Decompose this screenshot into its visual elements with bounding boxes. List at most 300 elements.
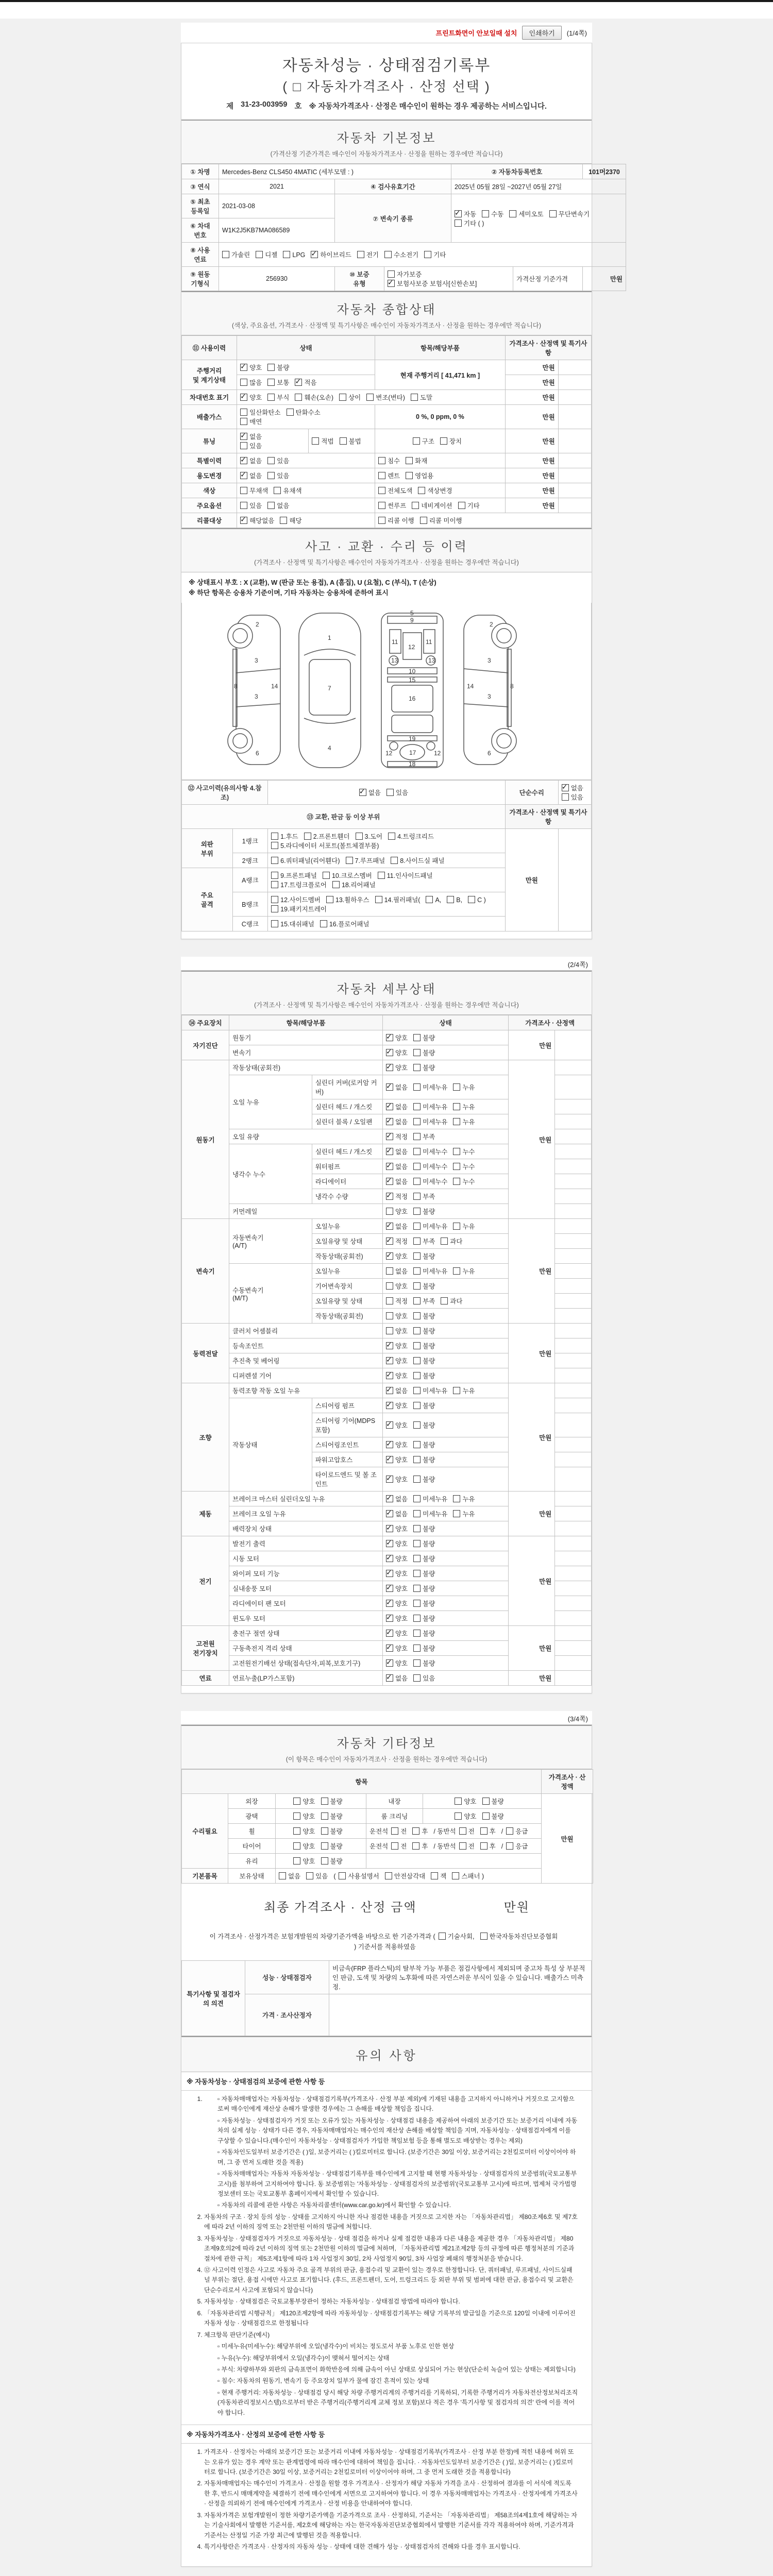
check-label: 불량 — [330, 1813, 343, 1820]
checkbox-unchecked[interactable] — [413, 1615, 421, 1622]
checkbox-unchecked[interactable] — [321, 1842, 328, 1850]
checkbox-unchecked[interactable] — [267, 472, 275, 479]
checkbox-unchecked[interactable] — [413, 437, 420, 445]
checkbox-unchecked[interactable] — [406, 472, 413, 479]
checkbox-unchecked[interactable] — [279, 1872, 286, 1879]
checkbox-checked[interactable] — [562, 784, 569, 791]
diagram-label: 6 — [256, 750, 259, 757]
checkbox-checked[interactable] — [386, 1193, 393, 1200]
checkbox-unchecked[interactable] — [426, 896, 433, 903]
checkbox-unchecked[interactable] — [413, 1659, 421, 1667]
checkbox-unchecked[interactable] — [240, 502, 247, 509]
checkbox-unchecked[interactable] — [413, 1525, 421, 1532]
diagram-label: 19 — [409, 735, 416, 742]
checkbox-unchecked[interactable] — [267, 364, 275, 371]
checkbox-unchecked[interactable] — [413, 1540, 421, 1547]
checkbox-unchecked[interactable] — [339, 1872, 346, 1879]
checkbox-unchecked[interactable] — [293, 1827, 300, 1835]
check-option — [386, 1420, 408, 1430]
checkbox-unchecked[interactable] — [413, 1118, 421, 1125]
checkbox-unchecked[interactable] — [453, 1083, 460, 1091]
basic-info-table — [181, 164, 626, 291]
table-row — [182, 164, 626, 179]
checkbox-checked[interactable] — [386, 1064, 393, 1071]
option-cell — [276, 1854, 366, 1869]
checkbox-checked[interactable] — [386, 1342, 393, 1349]
checkbox-unchecked[interactable] — [455, 1798, 462, 1805]
checkbox-unchecked[interactable] — [418, 487, 425, 494]
checkbox-unchecked[interactable] — [283, 251, 290, 258]
check-label: 양호 — [395, 1313, 408, 1320]
checkbox-unchecked[interactable] — [293, 1812, 300, 1820]
checkbox-checked[interactable] — [455, 210, 462, 217]
checkbox-unchecked[interactable] — [549, 210, 557, 217]
checkbox-checked[interactable] — [386, 1049, 393, 1056]
checkbox-unchecked[interactable] — [413, 1495, 421, 1502]
checkbox-unchecked[interactable] — [441, 1238, 448, 1245]
checkbox-unchecked[interactable] — [458, 502, 465, 509]
checkbox-checked[interactable] — [386, 1133, 393, 1140]
checkbox-unchecked[interactable] — [267, 379, 275, 386]
checkbox-unchecked[interactable] — [271, 842, 278, 849]
checkbox-unchecked[interactable] — [413, 1148, 421, 1155]
checkbox-unchecked[interactable] — [413, 1600, 421, 1607]
checkbox-unchecked[interactable] — [240, 442, 247, 449]
checkbox-unchecked[interactable] — [413, 1630, 421, 1637]
checkbox-checked[interactable] — [240, 364, 247, 371]
check-label: 양호 — [464, 1813, 477, 1820]
checkbox-unchecked[interactable] — [413, 1441, 421, 1448]
checkbox-unchecked[interactable] — [386, 1282, 393, 1290]
check-label: 2.프론트휀더 — [313, 833, 350, 840]
checkbox-checked[interactable] — [386, 1630, 393, 1637]
checkbox-unchecked[interactable] — [413, 1297, 421, 1304]
check-option — [293, 1797, 315, 1806]
flow-text: / — [501, 1843, 503, 1850]
checkbox-unchecked[interactable] — [391, 1827, 398, 1835]
checkbox-checked[interactable] — [386, 1387, 393, 1394]
text-cell: 만원 — [505, 429, 558, 453]
option-cell — [423, 1794, 542, 1809]
checkbox-unchecked[interactable] — [480, 1933, 488, 1940]
checkbox-unchecked[interactable] — [280, 517, 287, 524]
checkbox-unchecked[interactable] — [357, 251, 364, 258]
checkbox-unchecked[interactable] — [420, 517, 427, 524]
option-cell — [382, 1030, 508, 1045]
checkbox-unchecked[interactable] — [431, 1872, 438, 1879]
checkbox-unchecked[interactable] — [386, 1312, 393, 1319]
check-label: 리콜 미이행 — [429, 517, 462, 524]
checkbox-checked[interactable] — [386, 1238, 393, 1245]
checkbox-unchecked[interactable] — [562, 793, 569, 801]
checkbox-unchecked[interactable] — [453, 1510, 460, 1517]
check-option — [506, 1826, 528, 1836]
checkbox-unchecked[interactable] — [413, 1421, 421, 1429]
text-cell — [558, 498, 591, 513]
check-option — [441, 1236, 462, 1246]
check-option — [295, 378, 316, 387]
checkbox-unchecked[interactable] — [413, 1342, 421, 1349]
checkbox-unchecked[interactable] — [447, 896, 454, 903]
checkbox-unchecked[interactable] — [321, 1798, 328, 1805]
checkbox-unchecked[interactable] — [480, 1842, 488, 1850]
checkbox-unchecked[interactable] — [413, 1083, 421, 1091]
checkbox-checked[interactable] — [386, 1555, 393, 1562]
checkbox-checked[interactable] — [386, 1456, 393, 1463]
checkbox-unchecked[interactable] — [271, 905, 278, 912]
text-cell — [555, 1492, 592, 1506]
check-option — [271, 832, 298, 841]
checkbox-unchecked[interactable] — [413, 1208, 421, 1215]
checkbox-unchecked[interactable] — [240, 487, 247, 494]
check-label: 양호 — [395, 1253, 408, 1260]
checkbox-checked[interactable] — [240, 472, 247, 479]
checkbox-unchecked[interactable] — [413, 1193, 421, 1200]
check-option — [391, 1826, 407, 1836]
checkbox-unchecked[interactable] — [459, 1842, 466, 1850]
accident-code-note-1: ※ 상태표시 부호 : X (교환), W (판금 또는 용접), A (흠집), U (요철), C (부식), T (손상) — [189, 579, 436, 586]
check-option — [413, 1162, 447, 1171]
print-button[interactable]: 인쇄하기 — [522, 26, 561, 40]
checkbox-unchecked[interactable] — [271, 857, 278, 864]
checkbox-unchecked[interactable] — [304, 833, 311, 840]
check-label: 누수 — [462, 1163, 475, 1171]
checkbox-unchecked[interactable] — [306, 1872, 313, 1879]
checkbox-unchecked[interactable] — [386, 1297, 393, 1304]
checkbox-unchecked[interactable] — [346, 857, 353, 864]
checkbox-unchecked[interactable] — [424, 251, 431, 258]
checkbox-checked[interactable] — [388, 280, 395, 287]
checkbox-checked[interactable] — [240, 457, 247, 464]
text-cell — [555, 1264, 592, 1279]
option-cell — [382, 1656, 508, 1671]
checkbox-unchecked[interactable] — [413, 1064, 421, 1071]
checkbox-unchecked[interactable] — [326, 896, 333, 903]
check-option — [413, 1117, 447, 1126]
checkbox-unchecked[interactable] — [271, 872, 278, 879]
checkbox-unchecked[interactable] — [323, 872, 330, 879]
checkbox-unchecked[interactable] — [482, 210, 489, 217]
option-cell — [382, 1536, 508, 1551]
checkbox-unchecked[interactable] — [482, 1798, 490, 1805]
checkbox-unchecked[interactable] — [413, 1510, 421, 1517]
checkbox-unchecked[interactable] — [413, 1570, 421, 1577]
checkbox-unchecked[interactable] — [391, 1842, 398, 1850]
check-label: 없음 — [395, 1104, 408, 1111]
checkbox-checked[interactable] — [386, 1476, 393, 1483]
checkbox-checked[interactable] — [386, 1223, 393, 1230]
checkbox-unchecked[interactable] — [293, 1842, 300, 1850]
table-row — [182, 781, 592, 805]
checkbox-unchecked[interactable] — [386, 1327, 393, 1334]
checkbox-checked[interactable] — [240, 394, 247, 401]
text-cell: ⑩ 보증 유형 — [335, 267, 384, 291]
checkbox-unchecked[interactable] — [378, 502, 385, 509]
checkbox-checked[interactable] — [386, 1148, 393, 1155]
checkbox-checked[interactable] — [386, 1034, 393, 1041]
option-cell — [309, 429, 375, 453]
check-option — [413, 1132, 435, 1141]
checkbox-unchecked[interactable] — [413, 1476, 421, 1483]
checkbox-checked[interactable] — [386, 1372, 393, 1379]
checkbox-unchecked[interactable] — [406, 457, 413, 464]
checkbox-unchecked[interactable] — [413, 1674, 421, 1682]
text-cell: W1K2J5KB7MA086589 — [219, 218, 335, 243]
checkbox-unchecked[interactable] — [453, 1118, 460, 1125]
checkbox-checked[interactable] — [295, 379, 302, 386]
checkbox-unchecked[interactable] — [321, 1827, 328, 1835]
text-cell — [555, 1324, 592, 1338]
checkbox-unchecked[interactable] — [413, 1267, 421, 1275]
checkbox-unchecked[interactable] — [378, 457, 385, 464]
check-option — [271, 841, 379, 850]
checkbox-unchecked[interactable] — [413, 1312, 421, 1319]
text-cell: 등속조인트 — [229, 1338, 383, 1353]
checkbox-unchecked[interactable] — [378, 472, 385, 479]
check-label: 미세누유 — [423, 1268, 448, 1275]
check-label: 전 — [400, 1828, 407, 1835]
checkbox-unchecked[interactable] — [312, 437, 319, 445]
check-label: 적법 — [321, 438, 334, 445]
text-cell — [555, 1383, 592, 1398]
checkbox-unchecked[interactable] — [256, 251, 263, 258]
option-cell — [375, 453, 505, 468]
text-cell: 와이퍼 모터 기능 — [229, 1566, 383, 1581]
checkbox-unchecked[interactable] — [413, 1252, 421, 1260]
option-cell — [237, 360, 375, 375]
check-option — [482, 209, 503, 218]
checkbox-unchecked[interactable] — [413, 1133, 421, 1140]
checkbox-unchecked[interactable] — [453, 1103, 460, 1110]
text-cell: 스티어링 펌프 — [312, 1398, 382, 1413]
checkbox-unchecked[interactable] — [378, 487, 385, 494]
checkbox-unchecked[interactable] — [413, 1034, 421, 1041]
check-label: 있음 — [423, 1675, 435, 1682]
checkbox-unchecked[interactable] — [509, 210, 516, 217]
checkbox-checked[interactable] — [386, 1178, 393, 1185]
checkbox-unchecked[interactable] — [413, 1645, 421, 1652]
text-cell: 실린더 커버(로커암 커버) — [312, 1075, 382, 1099]
checkbox-unchecked[interactable] — [453, 1495, 460, 1502]
checkbox-unchecked[interactable] — [340, 437, 347, 445]
checkbox-unchecked[interactable] — [459, 1827, 466, 1835]
checkbox-unchecked[interactable] — [388, 833, 395, 840]
checkbox-checked[interactable] — [386, 1674, 393, 1682]
checkbox-unchecked[interactable] — [413, 1049, 421, 1056]
checkbox-checked[interactable] — [386, 1083, 393, 1091]
checkbox-unchecked[interactable] — [378, 517, 385, 524]
checkbox-checked[interactable] — [386, 1659, 393, 1667]
checkbox-unchecked[interactable] — [271, 896, 278, 903]
checkbox-unchecked[interactable] — [453, 1148, 460, 1155]
checkbox-unchecked[interactable] — [274, 487, 281, 494]
checkbox-unchecked[interactable] — [320, 920, 327, 927]
check-option — [480, 1931, 558, 1942]
checkbox-unchecked[interactable] — [271, 920, 278, 927]
checkbox-unchecked[interactable] — [388, 270, 395, 278]
checkbox-unchecked[interactable] — [413, 1585, 421, 1592]
checkbox-unchecked[interactable] — [453, 1223, 460, 1230]
checkbox-unchecked[interactable] — [356, 833, 363, 840]
check-option — [413, 1539, 435, 1548]
checkbox-unchecked[interactable] — [439, 1933, 446, 1940]
checkbox-checked[interactable] — [386, 1421, 393, 1429]
text-cell: 만원 — [505, 375, 558, 390]
checkbox-unchecked[interactable] — [413, 1387, 421, 1394]
checkbox-unchecked[interactable] — [366, 394, 374, 401]
checkbox-unchecked[interactable] — [440, 437, 447, 445]
check-label: 보험사보증 보험사[신한손보] — [397, 280, 477, 287]
checkbox-unchecked[interactable] — [413, 1163, 421, 1170]
checkbox-checked[interactable] — [386, 1600, 393, 1607]
checkbox-checked[interactable] — [386, 1103, 393, 1110]
checkbox-unchecked[interactable] — [386, 1208, 393, 1215]
checkbox-unchecked[interactable] — [267, 457, 275, 464]
text-cell: 오일누유 — [312, 1219, 382, 1234]
checkbox-unchecked[interactable] — [441, 1297, 448, 1304]
checkbox-unchecked[interactable] — [506, 1842, 513, 1850]
checkbox-unchecked[interactable] — [240, 409, 247, 416]
checkbox-unchecked[interactable] — [413, 1555, 421, 1562]
checkbox-unchecked[interactable] — [378, 872, 385, 879]
text-cell: 연료 — [182, 1671, 229, 1686]
checkbox-unchecked[interactable] — [413, 1357, 421, 1364]
diagram-label: 12 — [434, 750, 441, 757]
checkbox-unchecked[interactable] — [413, 1178, 421, 1185]
checkbox-unchecked[interactable] — [240, 379, 247, 386]
checkbox-unchecked[interactable] — [412, 1827, 419, 1835]
table-row — [182, 360, 592, 375]
checkbox-unchecked[interactable] — [321, 1812, 328, 1820]
checkbox-unchecked[interactable] — [412, 502, 419, 509]
checkbox-checked[interactable] — [386, 1402, 393, 1409]
checkbox-checked[interactable] — [386, 1615, 393, 1622]
text-cell: 만원 — [505, 468, 558, 483]
checkbox-unchecked[interactable] — [287, 409, 294, 416]
checkbox-unchecked[interactable] — [295, 394, 302, 401]
checkbox-unchecked[interactable] — [386, 789, 394, 796]
checkbox-unchecked[interactable] — [413, 1456, 421, 1463]
check-label: 기타 — [467, 502, 480, 510]
checkbox-unchecked[interactable] — [240, 418, 247, 425]
checkbox-unchecked[interactable] — [385, 1872, 392, 1879]
checkbox-unchecked[interactable] — [480, 1827, 488, 1835]
checkbox-unchecked[interactable] — [413, 1372, 421, 1379]
checkbox-unchecked[interactable] — [413, 1402, 421, 1409]
check-label: 누유 — [462, 1268, 475, 1275]
checkbox-unchecked[interactable] — [321, 1857, 328, 1865]
text-cell: 자기진단 — [182, 1030, 229, 1060]
checkbox-unchecked[interactable] — [453, 1178, 460, 1185]
checkbox-checked[interactable] — [386, 1118, 393, 1125]
checkbox-unchecked[interactable] — [339, 394, 346, 401]
checkbox-unchecked[interactable] — [411, 394, 418, 401]
checkbox-checked[interactable] — [386, 1540, 393, 1547]
checkbox-checked[interactable] — [386, 1441, 393, 1448]
checkbox-unchecked[interactable] — [222, 251, 229, 258]
checkbox-checked[interactable] — [311, 251, 318, 258]
checkbox-unchecked[interactable] — [413, 1223, 421, 1230]
checkbox-unchecked[interactable] — [455, 1812, 462, 1820]
checkbox-unchecked[interactable] — [468, 896, 475, 903]
checkbox-unchecked[interactable] — [384, 251, 392, 258]
check-label: 가솔린 — [231, 251, 250, 259]
checkbox-unchecked[interactable] — [293, 1857, 300, 1865]
text-cell: 작동상태(공회전) — [229, 1060, 383, 1075]
checkbox-checked[interactable] — [359, 789, 366, 796]
text-cell: 클러치 어셈블리 — [229, 1324, 383, 1338]
text-cell: 연료누출(LP가스포함) — [229, 1671, 383, 1686]
checkbox-checked[interactable] — [386, 1645, 393, 1652]
table-row — [182, 405, 592, 429]
checkbox-checked[interactable] — [386, 1252, 393, 1260]
option-cell — [382, 1671, 508, 1686]
check-label: 불량 — [423, 1313, 435, 1320]
text-cell: 튜닝 — [182, 429, 237, 453]
checkbox-unchecked[interactable] — [455, 219, 462, 227]
checkbox-unchecked[interactable] — [271, 833, 278, 840]
text-cell: ⑦ 변속기 종류 — [335, 194, 451, 243]
text-cell: 워터펌프 — [312, 1159, 382, 1174]
checkbox-unchecked[interactable] — [412, 1842, 419, 1850]
checkbox-unchecked[interactable] — [391, 857, 398, 864]
checkbox-unchecked[interactable] — [332, 881, 340, 888]
option-cell — [382, 1174, 508, 1189]
checkbox-unchecked[interactable] — [453, 1163, 460, 1170]
checkbox-checked[interactable] — [386, 1585, 393, 1592]
checkbox-unchecked[interactable] — [267, 394, 275, 401]
checkbox-unchecked[interactable] — [413, 1238, 421, 1245]
checkbox-checked[interactable] — [386, 1525, 393, 1532]
option-cell — [451, 194, 626, 243]
text-cell — [555, 1368, 592, 1383]
check-label: 양호 — [395, 1422, 408, 1429]
option-cell — [237, 429, 309, 453]
text-cell: 파워고압호스 — [312, 1452, 382, 1467]
text-cell: 동력조향 작동 오일 누유 — [229, 1383, 383, 1398]
checkbox-checked[interactable] — [240, 517, 247, 524]
print-install-notice[interactable]: 프린트화면이 안보일때 설치 — [435, 29, 517, 37]
text-cell — [555, 1467, 592, 1492]
checkbox-unchecked[interactable] — [386, 1267, 393, 1275]
checkbox-unchecked[interactable] — [413, 1282, 421, 1290]
checkbox-unchecked[interactable] — [413, 1327, 421, 1334]
checkbox-checked[interactable] — [386, 1357, 393, 1364]
checkbox-unchecked[interactable] — [375, 896, 382, 903]
checkbox-unchecked[interactable] — [506, 1827, 513, 1835]
checkbox-checked[interactable] — [240, 433, 247, 440]
table-row — [182, 1809, 593, 1824]
check-label: 과다 — [450, 1298, 463, 1305]
checkbox-checked[interactable] — [386, 1570, 393, 1577]
text-cell: 오일유량 및 상태 — [312, 1234, 382, 1249]
checkbox-checked[interactable] — [386, 1510, 393, 1517]
checkbox-unchecked[interactable] — [452, 1872, 459, 1879]
checkbox-unchecked[interactable] — [482, 1812, 490, 1820]
checkbox-unchecked[interactable] — [271, 881, 278, 888]
checkbox-unchecked[interactable] — [413, 1103, 421, 1110]
checkbox-unchecked[interactable] — [267, 502, 275, 509]
checkbox-checked[interactable] — [386, 1495, 393, 1502]
check-option — [391, 856, 444, 865]
checkbox-unchecked[interactable] — [453, 1387, 460, 1394]
checkbox-unchecked[interactable] — [293, 1798, 300, 1805]
checkbox-checked[interactable] — [386, 1163, 393, 1170]
checkbox-unchecked[interactable] — [453, 1267, 460, 1275]
section-basic-note: (가격산정 기준가격은 매수인이 자동차가격조사 · 산정을 원하는 경우에만 적습니다) — [270, 150, 503, 158]
check-label: 있음 — [315, 1873, 328, 1880]
text-cell: B랭크 — [232, 892, 268, 917]
